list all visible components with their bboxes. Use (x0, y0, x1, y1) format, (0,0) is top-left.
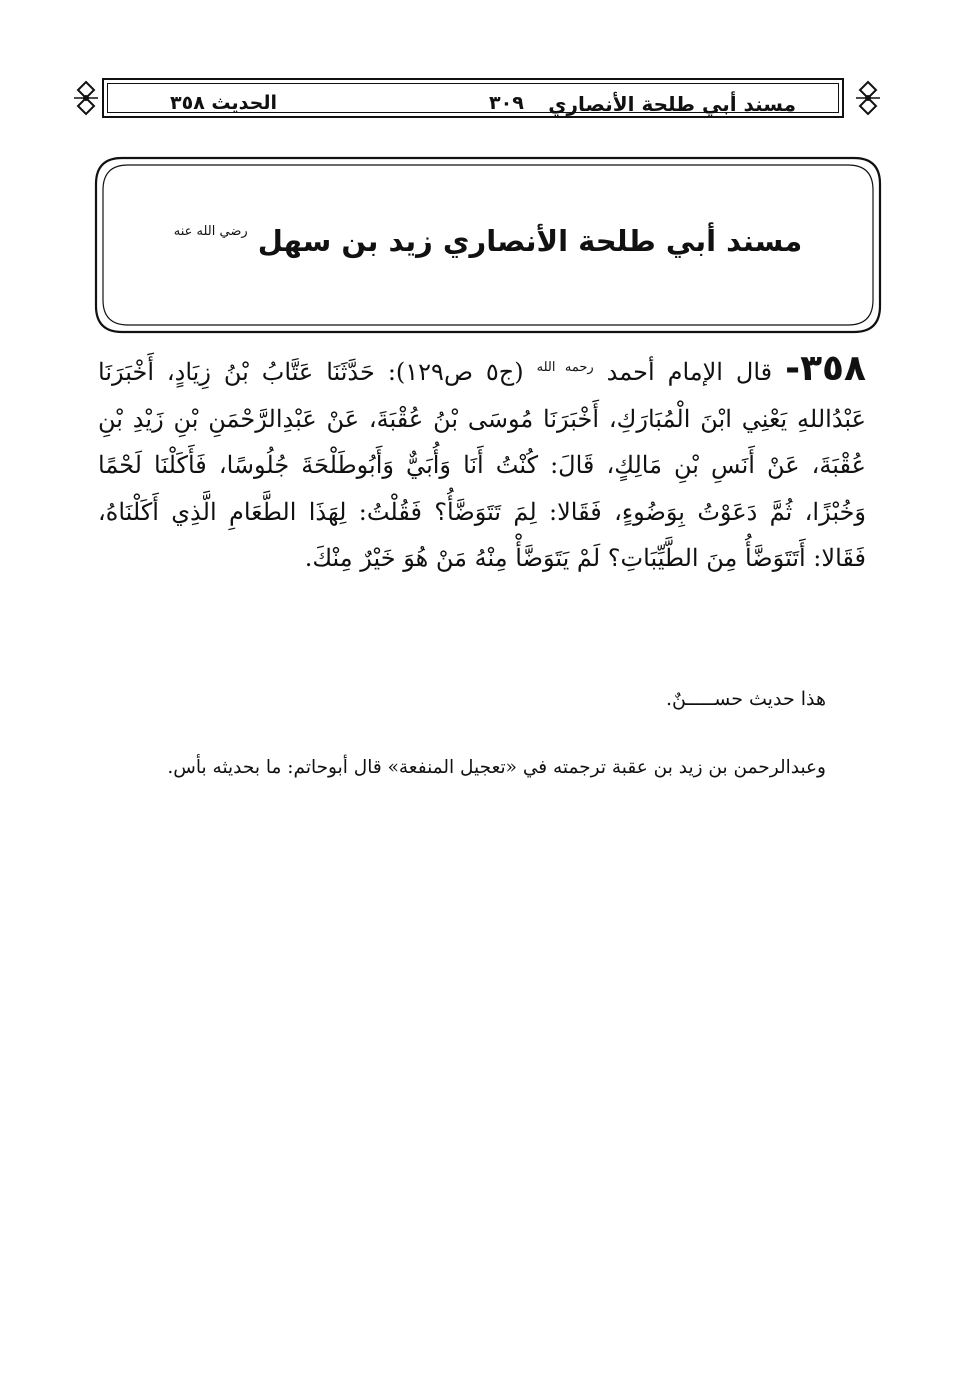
ornament-right-icon (854, 80, 882, 116)
hadith-text: (ج٥ ص١٢٩): حَدَّثَنَا عَتَّابُ بْنُ زِيَادٍ، أَخْبَرَنَا عَبْدُاللهِ يَعْنِي ابْنَ الْمُبَارَكِ، أَخْبَرَنَا مُوسَى بْنُ عُقْبَةَ، عَنْ عَبْدِالرَّحْمَنِ بْنِ زَيْدِ بْنِ عُقْبَةَ، عَنْ أَنَسِ بْنِ مَالِكٍ، قَالَ: كُنْتُ أَنَا وَأُبَيٌّ وَأَبُوطَلْحَةَ جُلُوسًا، فَأَكَلْنَا لَحْمًا وَخُبْزًا، ثُمَّ دَعَوْتُ بِوَضُوءٍ، فَقَالا: لِمَ تَتَوَضَّأُ؟ فَقُلْتُ: لِهَذَا الطَّعَامِ الَّذِي أَكَلْنَاهُ، فَقَالا: أَتَتَوَضَّأُ مِنَ الطَّيِّبَاتِ؟ لَمْ يَتَوَضَّأْ مِنْهُ مَنْ هُوَ خَيْرٌ مِنْكَ. (98, 358, 866, 572)
hadith-number: ٣٥٨- (785, 348, 866, 389)
ornament-left-icon (72, 80, 100, 116)
chapter-honorific: رضي الله عنه (173, 224, 248, 239)
hadith-intro-honorific: رحمه الله (536, 360, 594, 375)
chapter-title-text: مسند أبي طلحة الأنصاري زيد بن سهل (257, 224, 803, 258)
narrator-note: وعبدالرحمن بن زيد بن عقبة ترجمته في «تعجيل المنفعة» قال أبوحاتم: ما بحديثه بأس. (167, 757, 826, 778)
running-header-frame (102, 78, 844, 118)
hadith-intro: قال الإمام أحمد (606, 358, 773, 386)
running-header-title: مسند أبي طلحة الأنصاري (548, 92, 796, 116)
chapter-heading-box (94, 156, 882, 334)
running-header (72, 74, 882, 124)
hadith-paragraph (98, 345, 866, 582)
chapter-title (94, 224, 882, 258)
hadith-reference: الحديث ٣٥٨ (170, 92, 277, 114)
hadith-grade: هذا حديث حســـــنٌ. (665, 688, 826, 710)
page-number: ٣٠٩ (489, 92, 524, 114)
